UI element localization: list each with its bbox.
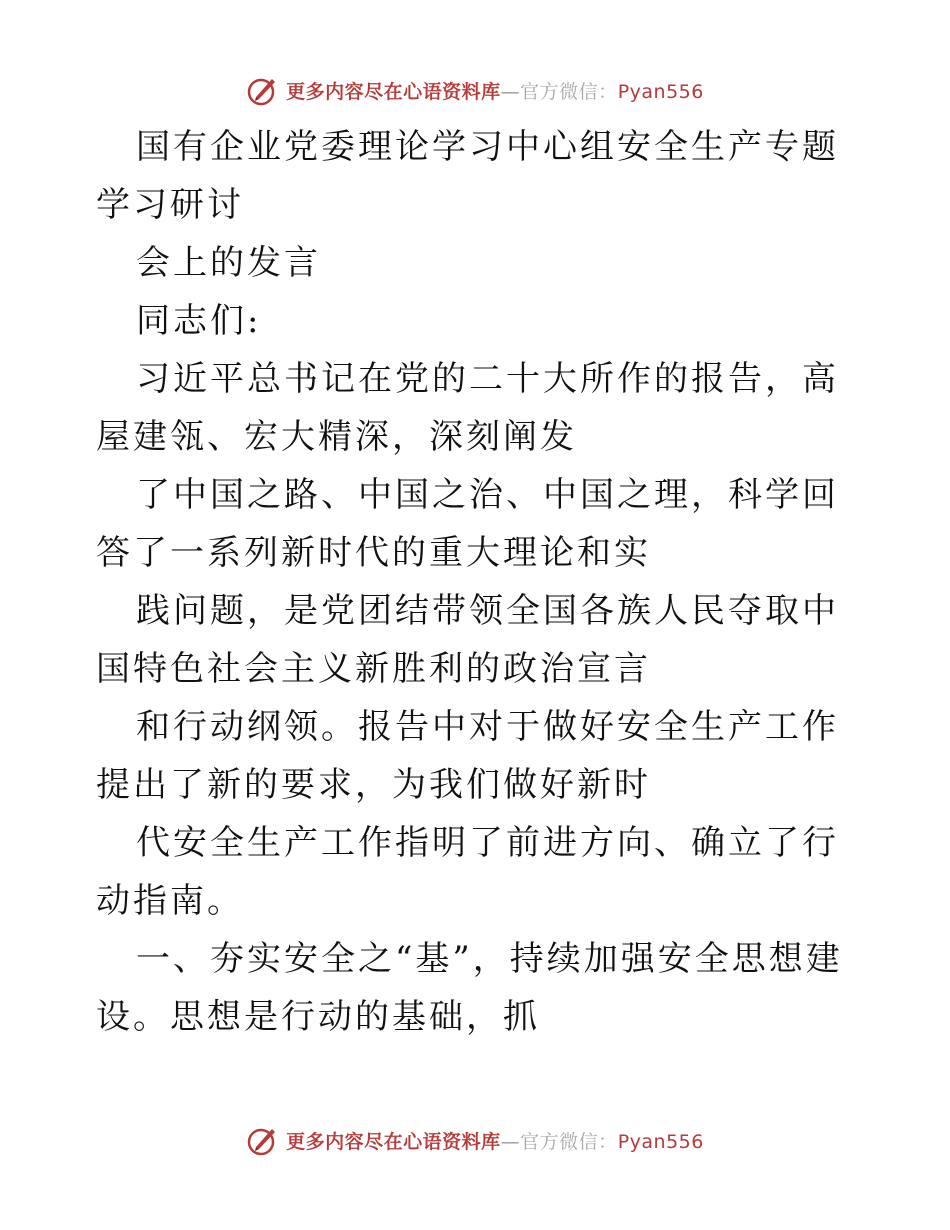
body-paragraph: 践问题，是党团结带领全国各族人民夺取中国特色社会主义新胜利的政治宣言 (96, 591, 839, 689)
quill-logo-icon (246, 73, 280, 107)
footer-banner (0, 1120, 950, 1160)
body-paragraph: 代安全生产工作指明了前进方向、确立了行动指南。 (96, 823, 839, 921)
header-promo-text: 更多内容尽在心语资料库 (286, 80, 501, 103)
section-heading-paragraph: 一、夯实安全之“基”，持续加强安全思想建设。思想是行动的基础，抓 (96, 939, 843, 1037)
header-banner (0, 70, 950, 110)
body-paragraph: 和行动纲领。报告中对于做好安全生产工作提出了新的要求，为我们做好新时 (96, 707, 839, 805)
header-wechat-label: 官方微信： (520, 80, 618, 103)
header-banner-text (286, 77, 704, 104)
header-dash: — (500, 80, 521, 103)
footer-wechat-label: 官方微信： (520, 1130, 618, 1153)
document-title-line-1: 国有企业党委理论学习中心组安全生产专题学习研讨 (96, 127, 839, 225)
header-wechat-id: Pyan556 (617, 80, 704, 103)
footer-promo-text: 更多内容尽在心语资料库 (286, 1130, 501, 1153)
body-paragraph: 习近平总书记在党的二十大所作的报告，高屋建瓴、宏大精深，深刻阐发 (96, 359, 839, 457)
footer-wechat-id: Pyan556 (617, 1130, 704, 1153)
document-body (96, 118, 856, 1046)
footer-dash: — (500, 1130, 521, 1153)
document-title-line-2: 会上的发言 (136, 243, 321, 283)
quill-logo-icon (246, 1123, 280, 1157)
footer-banner-text (286, 1127, 704, 1154)
salutation: 同志们: (136, 301, 262, 341)
body-paragraph: 了中国之路、中国之治、中国之理，科学回答了一系列新时代的重大理论和实 (96, 475, 839, 573)
